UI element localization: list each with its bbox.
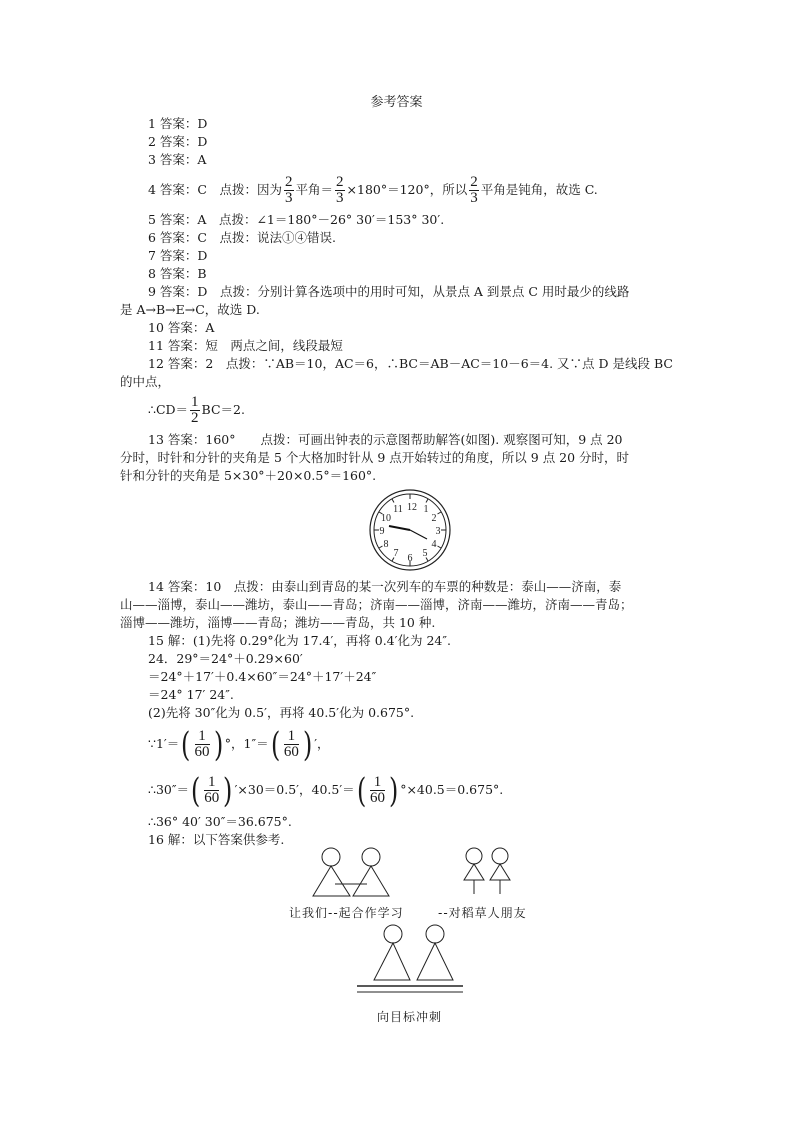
- fraction-1-2: $\frac{1}{2}$: [191, 394, 199, 426]
- answer-10: 10 答案：A: [148, 320, 215, 335]
- svg-text:3: 3: [435, 526, 441, 537]
- clock-figure: [364, 488, 456, 572]
- answer-9-line-1: 9 答案：D 点拨：分别计算各选项中的用时可知，从景点 A 到景点 C 用时最少的线路: [148, 284, 630, 299]
- caption-cooperation: 让我们--起合作学习: [289, 906, 404, 920]
- fraction-2-3: $\frac{2}{3}$: [336, 174, 344, 206]
- svg-text:7: 7: [393, 548, 399, 559]
- svg-text:12: 12: [407, 502, 417, 513]
- answer-16: 16 解：以下答案供参考.: [148, 832, 285, 847]
- fraction-1-60: $\frac{1}{60}$: [204, 774, 220, 806]
- svg-text:8: 8: [383, 539, 389, 550]
- answer-13-line-1: 13 答案：160° 点拨：可画出钟表的示意图帮助解答(如图). 观察图可知，9 点 20: [148, 432, 623, 447]
- svg-text:10: 10: [381, 513, 391, 524]
- answer-1: 1 答案：D: [148, 116, 208, 131]
- scarecrows-icon: [460, 846, 514, 896]
- two-people-icon: [305, 846, 395, 900]
- answer-15-line-5: (2)先将 30″化为 0.5′，再将 40.5′化为 0.675°.: [148, 705, 415, 720]
- answer-12-line-2: 的中点，: [120, 374, 171, 389]
- fraction-2-3: $\frac{2}{3}$: [470, 174, 478, 206]
- answer-11: 11 答案：短 两点之间，线段最短: [148, 338, 343, 353]
- answer-12-line-3: ∴CD＝ $\frac{1}{2}$ BC＝2.: [148, 394, 245, 426]
- answer-8: 8 答案：B: [148, 266, 207, 281]
- svg-text:2: 2: [431, 513, 437, 524]
- answer-15-line-6: ∵1′＝( $\frac{1}{60}$ ) °，1″＝( $\frac{1}{60}$ ) ′，: [148, 724, 330, 765]
- svg-text:4: 4: [431, 539, 437, 550]
- page-title: 参考答案: [370, 95, 423, 110]
- runners-icon: [355, 922, 465, 994]
- minute-hand: [410, 530, 427, 539]
- answer-15-line-8: ∴36° 40′ 30″＝36.675°.: [148, 814, 292, 829]
- answer-4-text: 4 答案：C 点拨：因为: [148, 182, 282, 197]
- answer-15-line-4: ＝24° 17′ 24″.: [148, 687, 234, 702]
- answer-12-line-1: 12 答案：2 点拨：∵AB＝10，AC＝6，∴BC＝AB－AC＝10－6＝4. 又∵点 D 是线段 BC: [148, 356, 673, 371]
- answer-14-line-3: 淄博——潍坊，淄博——青岛；潍坊——青岛，共 10 种.: [120, 615, 436, 630]
- fraction-1-60: $\frac{1}{60}$: [194, 728, 210, 760]
- answer-7: 7 答案：D: [148, 248, 208, 263]
- fraction-1-60: $\frac{1}{60}$: [283, 728, 299, 760]
- answer-5: 5 答案：A 点拨：∠1＝180°－26° 30′＝153° 30′.: [148, 212, 445, 227]
- answer-15-line-2: 24．29°＝24°＋0.29×60′: [148, 651, 303, 666]
- hour-hand: [389, 526, 410, 530]
- answer-6: 6 答案：C 点拨：说法①④错误.: [148, 230, 336, 245]
- caption-goal: 向目标冲刺: [377, 1010, 443, 1024]
- answer-13-line-2: 分时，时针和分针的夹角是 5 个大格加时针从 9 点开始转过的角度，所以 9 点 20 分时，时: [120, 450, 630, 465]
- answer-9-line-2: 是 A→B→E→C，故选 D.: [120, 302, 260, 317]
- answer-4: 4 答案：C 点拨：因为 $\frac{2}{3}$ 平角＝ $\frac{2}{3}$ ×180°＝120°，所以 $\frac{2}{3}$ 平角是钝角，故选 C.: [148, 174, 598, 206]
- cooperation-figure: [305, 846, 395, 900]
- answer-3: 3 答案：A: [148, 152, 207, 167]
- answer-15-line-3: ＝24°＋17′＋0.4×60″＝24°＋17′＋24″: [148, 669, 377, 684]
- answer-2: 2 答案：D: [148, 134, 208, 149]
- fraction-1-60: $\frac{1}{60}$: [369, 774, 385, 806]
- goal-figure: [355, 922, 465, 994]
- answer-14-line-2: 山——淄博，泰山——潍坊，泰山——青岛；济南——淄博，济南——潍坊，济南——青岛；: [120, 597, 633, 612]
- fraction-2-3: $\frac{2}{3}$: [285, 174, 293, 206]
- caption-scarecrow: --对稻草人朋友: [438, 906, 527, 920]
- svg-text:1: 1: [423, 504, 429, 515]
- answer-15-line-1: 15 解：(1)先将 0.29°化为 17.4′，再将 0.4′化为 24″.: [148, 633, 451, 648]
- svg-text:6: 6: [407, 553, 413, 564]
- answer-14-line-1: 14 答案：10 点拨：由泰山到青岛的某一次列车的车票的种数是：泰山——济南，泰: [148, 579, 622, 594]
- svg-text:11: 11: [393, 504, 403, 515]
- answer-15-line-7: ∴30″＝( $\frac{1}{60}$ ) ′×30＝0.5′，40.5′＝( $\frac{1}{60}$ ) °×40.5＝0.675°.: [148, 770, 504, 811]
- clock-icon: [364, 488, 456, 572]
- svg-text:9: 9: [379, 526, 385, 537]
- svg-text:5: 5: [422, 548, 428, 559]
- answer-13-line-3: 针和分针的夹角是 5×30°＋20×0.5°＝160°.: [120, 468, 377, 483]
- scarecrow-figure: [460, 846, 514, 896]
